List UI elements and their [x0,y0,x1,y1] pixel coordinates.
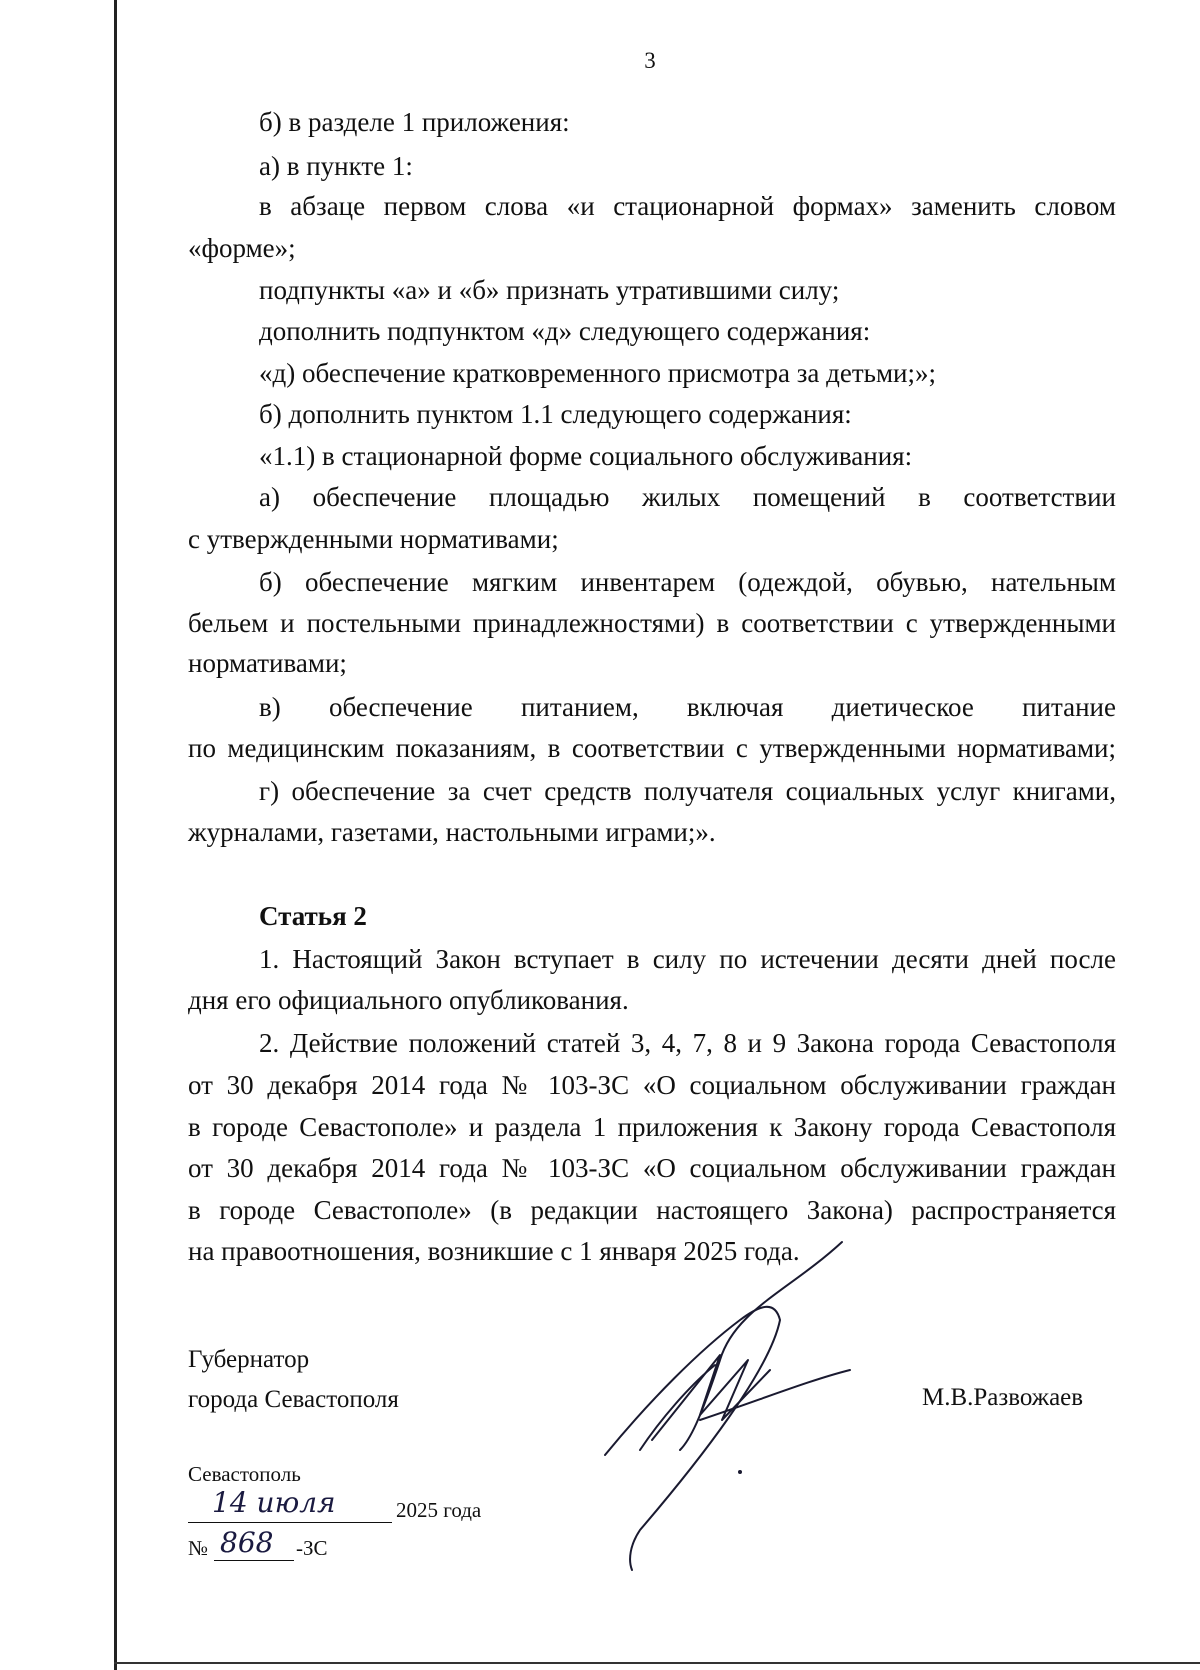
body-paragraph: нормативами; [188,648,347,678]
article-line: на правоотношения, возникшие с 1 января 2025 года. [188,1236,800,1266]
page-number: 3 [644,48,656,73]
body-paragraph: «форме»; [188,233,296,263]
article-line: 2. Действие положений статей 3, 4, 7, 8 и 9 Закона города Севастополя [259,1028,1116,1058]
law-number-prefix: № [188,1536,209,1560]
body-paragraph: г) обеспечение за счет средств получателя социальных услуг книгами, [259,776,1116,806]
signatory-name: М.В.Развожаев [922,1384,1084,1411]
article-line: от 30 декабря 2014 года № 103-ЗС «О социальном обслуживании граждан [188,1153,1116,1183]
body-paragraph: б) дополнить пунктом 1.1 следующего содержания: [259,399,852,429]
article-line: 1. Настоящий Закон вступает в силу по истечении десяти дней после [259,944,1116,974]
body-paragraph: б) в разделе 1 приложения: [259,107,570,137]
body-paragraph: дополнить подпунктом «д» следующего содержания: [259,316,871,346]
body-paragraph: бельем и постельными принадлежностями) в соответствии с утвержденными [188,608,1116,638]
date-year: 2025 года [396,1498,482,1522]
article-heading: Статья 2 [259,901,367,931]
body-paragraph: «д) обеспечение кратковременного присмотра за детьми;»; [259,358,937,388]
signatory-title-line1: Губернатор [188,1346,310,1373]
body-paragraph: в абзаце первом слова «и стационарной формах» заменить словом [259,191,1116,221]
body-paragraph: с утвержденными нормативами; [188,524,559,554]
body-paragraph: подпункты «а» и «б» признать утратившими силу; [259,275,840,305]
article-line: в городе Севастополе» (в редакции настоящего Закона) распространяется [188,1195,1116,1225]
article-line: дня его официального опубликования. [188,985,629,1015]
article-line: в городе Севастополе» и раздела 1 приложения к Закону города Севастополя [188,1112,1116,1142]
law-number-suffix: -ЗС [296,1536,328,1560]
article-line: от 30 декабря 2014 года № 103-ЗС «О социальном обслуживании граждан [188,1070,1116,1100]
signing-place: Севастополь [188,1462,301,1486]
handwritten-law-number: 868 [220,1526,274,1559]
body-paragraph: «1.1) в стационарной форме социального обслуживания: [259,441,913,471]
body-paragraph: по медицинским показаниям, в соответствии с утвержденными нормативами; [188,733,1116,763]
body-paragraph: б) обеспечение мягким инвентарем (одеждой, обувью, нательным [259,567,1116,597]
body-paragraph: журналами, газетами, настольными играми;». [188,817,716,847]
body-paragraph: а) обеспечение площадью жилых помещений в соответствии [259,482,1116,512]
body-paragraph: а) в пункте 1: [259,151,413,181]
signatory-title-line2: города Севастополя [188,1386,399,1413]
handwritten-date: 14 июля [212,1486,336,1519]
body-paragraph: в) обеспечение питанием, включая диетическое питание [259,692,1116,722]
date-field [188,1486,392,1523]
law-number-field [214,1526,294,1561]
